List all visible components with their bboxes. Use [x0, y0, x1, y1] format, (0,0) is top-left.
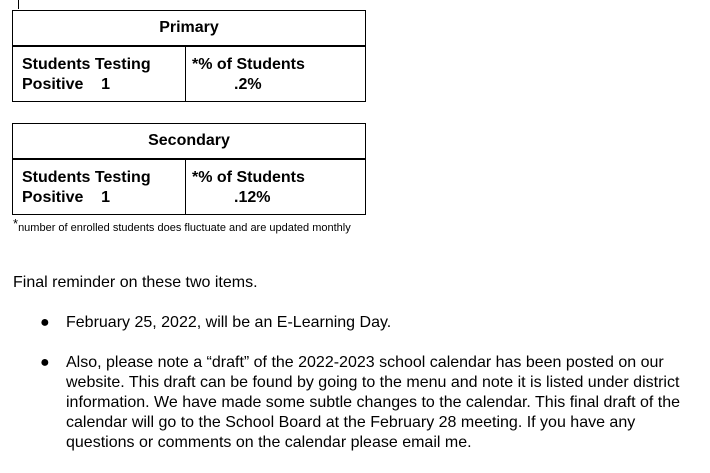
list-item-text: Also, please note a “draft” of the 2022-2023 school calendar has been posted on our website. This draft can be found by going to the menu and note it is listed under district information. We have made some subtle changes to the calendar. This final draft of the calendar will go to the School Board at the February 28 meeting. If you have any questions or comments on the calendar please email me. — [66, 354, 680, 451]
secondary-percent-label: *% of Students — [192, 169, 305, 186]
primary-students-label: Students Testing — [22, 56, 151, 73]
secondary-students-label: Students Testing — [22, 169, 151, 186]
list-item — [40, 313, 700, 333]
primary-positive-count: Positive 1 — [22, 76, 111, 93]
primary-percent-cell — [186, 46, 366, 102]
primary-students-cell — [13, 46, 186, 102]
primary-table — [12, 10, 366, 102]
footnote-asterisk: * — [13, 216, 19, 231]
primary-percent-label: *% of Students — [192, 56, 305, 73]
primary-table-title: Primary — [13, 11, 366, 47]
secondary-table — [12, 123, 366, 215]
secondary-students-cell — [13, 159, 186, 215]
list-item — [40, 353, 700, 453]
reminder-list — [40, 313, 700, 473]
secondary-table-title: Secondary — [13, 124, 366, 160]
secondary-percent-cell — [186, 159, 366, 215]
secondary-positive-count: Positive 1 — [22, 189, 111, 206]
bullet-icon: ● — [40, 314, 50, 331]
text-cursor — [18, 0, 19, 9]
secondary-percent-value: .12% — [234, 189, 271, 206]
footnote — [13, 216, 351, 234]
reminder-text: Final reminder on these two items. — [13, 274, 258, 291]
list-item-text: February 25, 2022, will be an E-Learning Day. — [66, 314, 392, 331]
bullet-icon: ● — [40, 354, 50, 371]
primary-percent-value: .2% — [234, 76, 262, 93]
footnote-text: number of enrolled students does fluctuate and are updated monthly — [18, 222, 351, 234]
